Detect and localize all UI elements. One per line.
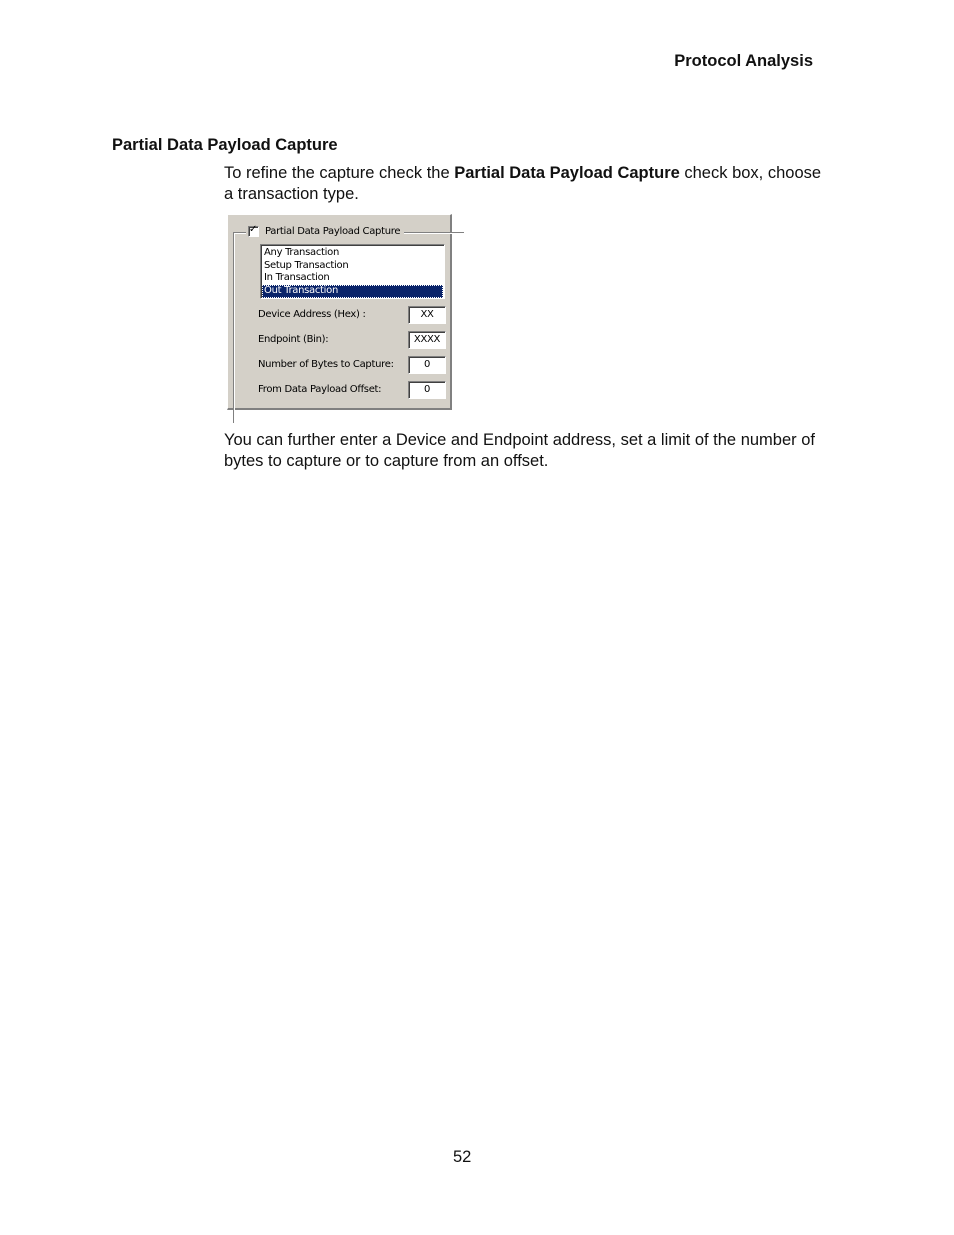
checkmark-icon: ✓ <box>249 224 258 235</box>
device-address-input[interactable]: XX <box>408 306 446 324</box>
payload-offset-input[interactable]: 0 <box>408 381 446 399</box>
section-heading: Partial Data Payload Capture <box>112 136 338 154</box>
transaction-type-listbox[interactable] <box>260 244 445 299</box>
endpoint-label: Endpoint (Bin): <box>258 334 329 345</box>
running-header: Protocol Analysis <box>674 52 813 70</box>
payload-offset-label: From Data Payload Offset: <box>258 384 382 395</box>
device-address-label: Device Address (Hex) : <box>258 309 366 320</box>
list-item-out-transaction[interactable]: Out Transaction <box>262 285 443 298</box>
list-item-setup-transaction[interactable]: Setup Transaction <box>264 259 349 271</box>
partial-capture-checkbox-row[interactable] <box>246 224 404 239</box>
partial-capture-checkbox-label: Partial Data Payload Capture <box>265 226 401 237</box>
intro-text-after: check box, choose a transaction type. <box>224 164 822 203</box>
endpoint-row <box>258 331 448 349</box>
bytes-to-capture-label: Number of Bytes to Capture: <box>258 359 394 370</box>
device-address-row <box>258 306 448 324</box>
bytes-to-capture-input[interactable]: 0 <box>408 356 446 374</box>
intro-bold-term: Partial Data Payload Capture <box>454 164 680 182</box>
list-item-any-transaction[interactable]: Any Transaction <box>264 247 339 258</box>
partial-capture-checkbox[interactable] <box>248 226 259 237</box>
page-number: 52 <box>453 1148 472 1166</box>
list-item-in-transaction[interactable]: In Transaction <box>264 272 330 284</box>
capture-settings-panel <box>227 214 452 410</box>
payload-offset-row <box>258 381 448 399</box>
intro-paragraph <box>224 163 824 205</box>
endpoint-input[interactable]: XXXX <box>408 331 446 349</box>
closing-paragraph: You can further enter a Device and Endpoint address, set a limit of the number of bytes to capture or to capture from an offset. <box>224 431 815 470</box>
bytes-to-capture-row <box>258 356 448 374</box>
intro-text-before: To refine the capture check the <box>224 164 455 182</box>
